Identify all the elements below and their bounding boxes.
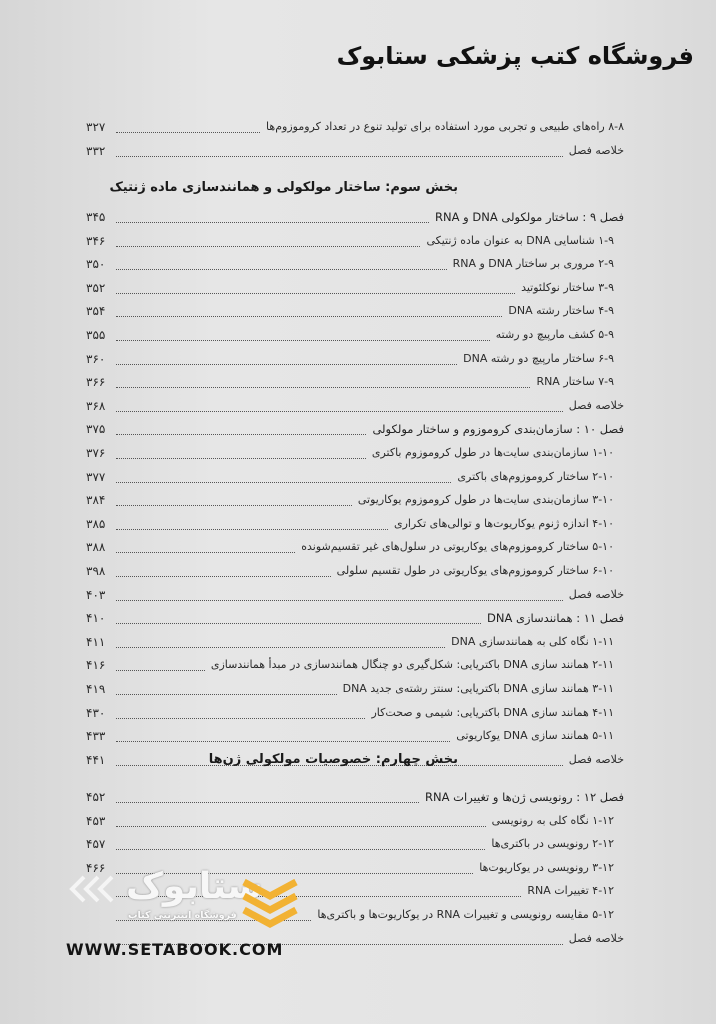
- toc-row: [86, 118, 624, 136]
- toc-page-number: ۴۵۷: [86, 837, 106, 852]
- toc-page-number: ۳۵۰: [86, 257, 106, 272]
- toc-row: [86, 633, 624, 651]
- toc-entry-label: ۶-۱۰ ساختار کروموزوم‌های یوکاریوتی در طول تقسیم سلولی: [336, 564, 614, 577]
- dot-leader: [116, 741, 450, 742]
- toc-entry-label: خلاصه فصل: [568, 398, 624, 412]
- store-header: فروشگاه کتب پزشکی ستابوک: [336, 42, 694, 70]
- toc-entry-label: ۲-۱۱ همانند سازی DNA باکتریایی: شکل‌گیری دو چنگال همانندسازی در مبدأ همانندسازی: [210, 658, 614, 672]
- toc-entry-label: ۶-۹ ساختار مارپیچ دو رشته DNA: [463, 351, 614, 365]
- dot-leader: [116, 670, 205, 671]
- toc-entry-label: فصل ۹ : ساختار مولکولی DNA و RNA: [435, 210, 624, 224]
- dot-leader: [116, 552, 295, 553]
- toc-entry-label: ۵-۱۱ همانند سازی DNA یوکاریوتی: [456, 729, 614, 743]
- dot-leader: [116, 434, 366, 435]
- dot-leader: [116, 246, 420, 247]
- toc-entry-label: ۳-۱۱ همانند سازی DNA باکتریایی: سنتز رشته‌ی جدید DNA: [342, 682, 614, 695]
- dot-leader: [116, 269, 447, 270]
- dot-leader: [116, 529, 388, 530]
- toc-entry-label: ۳-۱۲ رونویسی در یوکاریوت‌ها: [479, 860, 614, 874]
- toc-entry-label: خلاصه فصل: [568, 143, 624, 157]
- toc-chapter-row: [86, 208, 624, 226]
- toc-page-number: ۳۵۵: [86, 328, 106, 342]
- toc-entry-label: ۱-۱۰ سازمان‌بندی سایت‌ها در طول کروموزوم باکتری: [371, 446, 614, 459]
- toc-entry-label: ۱-۱۱ نگاه کلی به همانندسازی DNA: [451, 634, 614, 648]
- toc-page-number: ۳۸۸: [86, 540, 106, 555]
- toc-page-number: ۴۱۹: [86, 682, 106, 696]
- toc-row: [86, 373, 624, 391]
- section-title: بخش سوم: ساختار مولکولی و همانندسازی ماده ژنتیک: [109, 180, 458, 195]
- toc-page-number: ۴۱۰: [86, 611, 106, 626]
- toc-row: [86, 704, 624, 722]
- book-logo-icon: [238, 868, 302, 928]
- dot-leader: [116, 340, 490, 341]
- toc-page-number: ۳۸۴: [86, 493, 106, 508]
- toc-entry-label: ۵-۱۲ مقایسه رونویسی و تغییرات RNA در یوکاریوت‌ها و باکتری‌ها: [317, 908, 614, 921]
- toc-row: [86, 680, 624, 698]
- toc-page-number: ۴۴۱: [86, 752, 106, 767]
- toc-row: [86, 538, 624, 556]
- toc-page-number: ۳۹۸: [86, 564, 106, 578]
- setabook-watermark: [60, 862, 310, 972]
- toc-entry-label: ۴-۱۰ اندازه ژنوم یوکاریوت‌ها و توالی‌های تکراری: [393, 516, 614, 530]
- toc-summary-row: [86, 397, 624, 415]
- toc-entry-label: ۸-۸ راه‌های طبیعی و تجربی مورد استفاده برای تولید تنوع در تعداد کروموزوم‌ها: [266, 120, 624, 133]
- toc-entry-label: ۵-۹ کشف مارپیچ دو رشته: [495, 328, 614, 341]
- toc-entry-label: فصل ۱۱ : همانندسازی DNA: [487, 611, 624, 626]
- toc-page-number: ۳۴۵: [86, 210, 106, 224]
- toc-row: [86, 279, 624, 297]
- toc-page-number: ۳۶۰: [86, 351, 106, 366]
- toc-entry-label: ۳-۱۰ سازمان‌بندی سایت‌ها در طول کروموزوم یوکاریوتی: [357, 493, 614, 507]
- toc-row: [86, 232, 624, 250]
- toc-row: [86, 444, 624, 462]
- dot-leader: [116, 316, 502, 317]
- toc-page-number: ۴۱۶: [86, 658, 106, 673]
- toc-page-number: ۴۱۱: [86, 634, 106, 649]
- toc-entry-label: خلاصه فصل: [568, 931, 624, 945]
- arrows-icon: [62, 874, 122, 904]
- toc-row: [86, 835, 624, 853]
- toc-entry-label: ۱-۱۲ نگاه کلی به رونویسی: [491, 813, 614, 827]
- toc-row: [86, 812, 624, 830]
- dot-leader: [116, 623, 481, 624]
- toc-row: [86, 302, 624, 320]
- toc-summary-row: [86, 142, 624, 160]
- dot-leader: [116, 156, 563, 157]
- toc-entry-label: ۷-۹ ساختار RNA: [536, 375, 614, 389]
- dot-leader: [116, 364, 457, 365]
- dot-leader: [116, 132, 260, 133]
- dot-leader: [116, 458, 366, 459]
- dot-leader: [116, 849, 485, 850]
- toc-chapter-row: [86, 420, 624, 438]
- toc-entry-label: خلاصه فصل: [568, 752, 624, 766]
- toc-entry-label: فصل ۱۲ : رونویسی ژن‌ها و تغییرات RNA: [425, 790, 624, 804]
- toc-summary-row: [86, 586, 624, 604]
- toc-row: [86, 656, 624, 674]
- toc-row: [86, 727, 624, 745]
- toc-entry-label: ۵-۱۰ ساختار کروموزوم‌های یوکاریوتی در سلول‌های غیر تقسیم‌شونده: [301, 540, 614, 554]
- toc-page-number: ۳۸۵: [86, 516, 106, 531]
- dot-leader: [116, 505, 352, 506]
- section-title: بخش چهارم: خصوصیات مولکولی ژن‌ها: [208, 752, 458, 767]
- dot-leader: [116, 826, 486, 827]
- toc-page-number: ۳۷۶: [86, 446, 106, 460]
- toc-chapter-row: [86, 609, 624, 627]
- toc-page-number: ۴۳۰: [86, 705, 106, 720]
- dot-leader: [116, 647, 445, 648]
- toc-page-number: ۴۳۳: [86, 729, 106, 744]
- toc-entry-label: ۲-۱۰ ساختار کروموزوم‌های باکتری: [457, 469, 614, 483]
- toc-page-number: ۳۳۲: [86, 143, 106, 158]
- toc-page-number: ۴۶۶: [86, 860, 106, 875]
- toc-entry-label: ۴-۹ ساختار رشته DNA: [508, 304, 614, 318]
- toc-page-number: ۴۰۳: [86, 587, 106, 602]
- website-url: WWW.SETABOOK.COM: [66, 940, 284, 959]
- toc-row: [86, 350, 624, 368]
- dot-leader: [116, 293, 515, 294]
- toc-page-number: ۳۴۶: [86, 233, 106, 248]
- toc-row: [86, 491, 624, 509]
- toc-entry-label: خلاصه فصل: [568, 587, 624, 601]
- toc-entry-label: ۲-۱۲ رونویسی در باکتری‌ها: [491, 837, 614, 851]
- toc-row: [86, 326, 624, 344]
- toc-page-number: ۳۵۴: [86, 304, 106, 319]
- toc-row: [86, 255, 624, 273]
- toc-entry-label: ۳-۹ ساختار نوکلئوتید: [521, 280, 614, 294]
- toc-page-number: ۴۵۳: [86, 813, 106, 828]
- toc-row: [86, 562, 624, 580]
- toc-page-number: ۳۶۶: [86, 375, 106, 390]
- toc-entry-label: فصل ۱۰ : سازمان‌بندی کروموزوم و ساختار مولکولی: [372, 422, 624, 437]
- toc-entry-label: ۱-۹ شناسایی DNA به عنوان ماده ژنتیکی: [426, 233, 614, 247]
- dot-leader: [116, 387, 530, 388]
- toc-page-number: ۴۵۲: [86, 790, 106, 804]
- toc-chapter-row: [86, 788, 624, 806]
- dot-leader: [116, 600, 563, 601]
- dot-leader: [116, 694, 337, 695]
- dot-leader: [116, 222, 429, 223]
- logo-text: ستابوک: [126, 866, 263, 907]
- toc-page-number: ۳۲۷: [86, 120, 106, 134]
- logo-tagline: فروشگاه اینترنتی کتاب: [128, 910, 237, 921]
- toc-entry-label: ۴-۱۲ تغییرات RNA: [527, 884, 614, 898]
- toc-entry-label: ۲-۹ مروری بر ساختار DNA و RNA: [452, 257, 614, 271]
- toc-page-number: ۳۵۲: [86, 280, 106, 295]
- toc-row: [86, 515, 624, 533]
- toc-page-number: ۳۷۵: [86, 422, 106, 437]
- dot-leader: [116, 482, 451, 483]
- dot-leader: [116, 802, 419, 803]
- dot-leader: [116, 576, 331, 577]
- dot-leader: [116, 411, 563, 412]
- toc-page-number: ۳۶۸: [86, 398, 106, 413]
- toc-row: [86, 468, 624, 486]
- toc-entry-label: ۴-۱۱ همانند سازی DNA باکتریایی: شیمی و صحت‌کار: [371, 705, 614, 719]
- dot-leader: [116, 718, 365, 719]
- toc-page-number: ۳۷۷: [86, 469, 106, 484]
